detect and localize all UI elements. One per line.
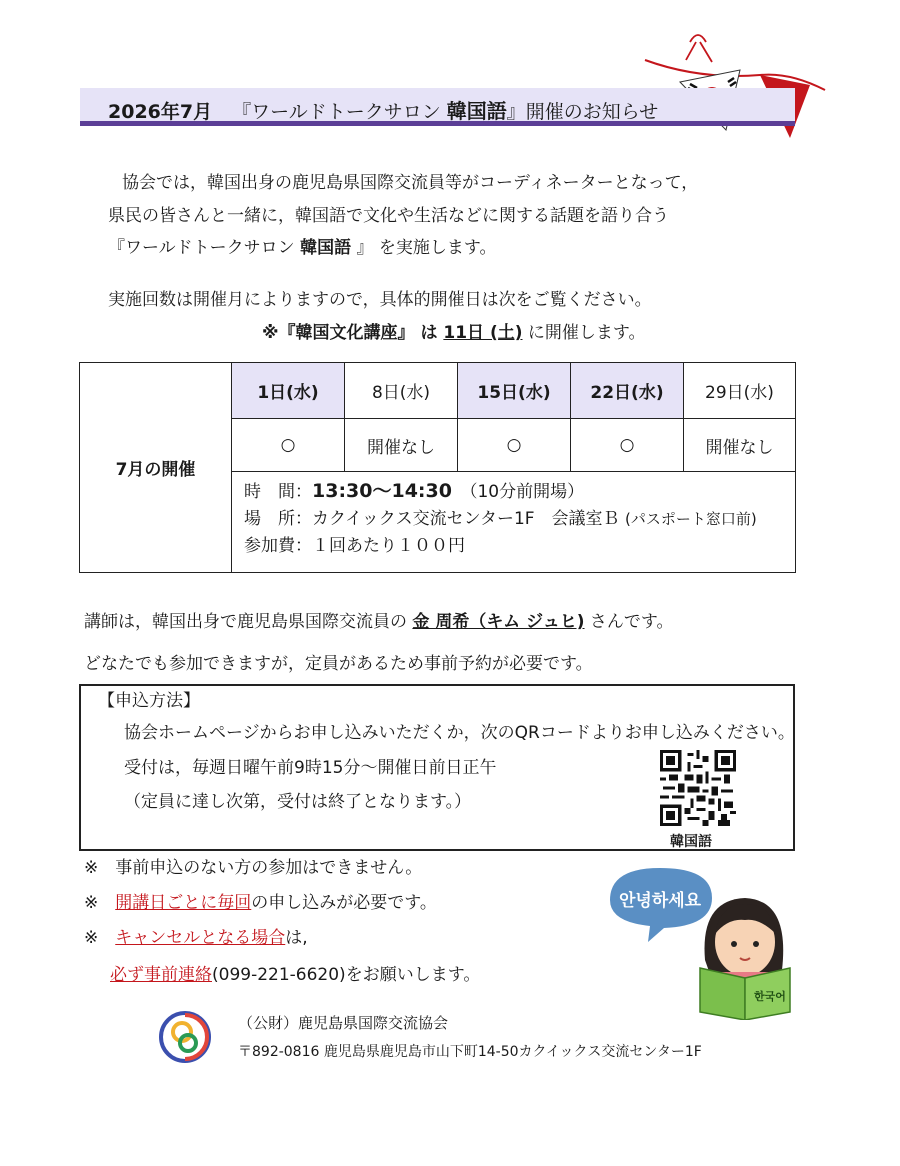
note-mark: ※ — [84, 893, 99, 913]
teacher-post: さんです。 — [584, 612, 674, 632]
qr-label: 韓国語 — [670, 834, 712, 850]
note-3 — [84, 925, 308, 951]
apply-line-3: （定員に達し次第，受付は終了となります。） — [124, 792, 472, 812]
note-4 — [110, 962, 480, 988]
time-label: 時 間： — [244, 482, 312, 502]
intro-line-3-post: 』 を実施します。 — [351, 238, 497, 258]
intro-line-1: 協会では，韓国出身の鹿児島県国際交流員等がコーディネーターとなって， — [122, 173, 699, 193]
footer-org: （公財）鹿児島県国際交流協会 — [238, 1014, 449, 1032]
place-label: 場 所： — [244, 509, 312, 529]
note-mark: ※ — [84, 928, 99, 948]
date-cell: 29日(水) — [684, 363, 796, 419]
date-cell: 1日(水) — [232, 363, 345, 419]
schedule-note-line: 実施回数は開催月によりますので，具体的開催日は次をご覧ください。 — [108, 290, 652, 310]
teacher-name: 金 周希（キム ジュヒ) — [412, 612, 585, 632]
note-3-post: は, — [285, 928, 308, 948]
note-4-red: 必ず事前連絡 — [110, 965, 212, 985]
place-row — [244, 506, 783, 533]
note-2-post: の申し込みが必要です。 — [251, 893, 437, 913]
reservation-note: どなたでも参加できますが，定員があるため事前予約が必要です。 — [84, 654, 593, 674]
header-year-month: 2026年7月 — [108, 101, 213, 123]
footer-address: 〒892-0816 鹿児島県鹿児島市山下町14-50カクイックス交流センター1F — [238, 1044, 702, 1060]
apply-heading: 【申込方法】 — [98, 691, 200, 711]
organization-logo-icon — [158, 1010, 212, 1064]
status-cell: ○ — [232, 419, 345, 472]
header-title-bold: 韓国語 — [446, 99, 507, 123]
book-title-text: 한국어 — [754, 990, 786, 1003]
time-note: （10分前開場） — [468, 482, 585, 502]
teacher-pre: 講師は，韓国出身で鹿児島県国際交流員の — [84, 612, 413, 632]
lecture-date: 11日 (土) — [443, 323, 523, 343]
fee-value: １回あたり１００円 — [312, 536, 465, 556]
teacher-line — [84, 609, 674, 635]
intro-line-3-bold: 韓国語 — [300, 238, 352, 258]
header-title-pre: 『ワールドトークサロン — [232, 101, 447, 123]
greeting-bubble-text: 안녕하세요 — [618, 891, 702, 911]
note-1-text: 事前申込のない方の参加はできません。 — [115, 858, 423, 878]
date-cell: 22日(水) — [571, 363, 684, 419]
status-cell: 開催なし — [684, 419, 796, 472]
date-cell: 8日(水) — [345, 363, 458, 419]
header-title-post: 』開催のお知らせ — [506, 101, 659, 123]
date-cell: 15日(水) — [458, 363, 571, 419]
time-row — [244, 478, 783, 506]
status-cell: ○ — [458, 419, 571, 472]
schedule-table — [79, 362, 796, 573]
apply-line-2: 受付は，毎週日曜午前9時15分～開催日前日正午 — [124, 758, 497, 778]
lecture-note-post: に開催します。 — [522, 323, 646, 343]
note-mark: ※ — [84, 858, 99, 878]
lecture-note — [262, 320, 646, 346]
place-value: カクイックス交流センター1F 会議室Ｂ — [312, 509, 620, 529]
note-2 — [84, 890, 437, 916]
girl-reading-illustration-icon — [600, 860, 800, 1020]
note-2-red: 開講日ごとに毎回 — [115, 893, 252, 913]
month-label: 7月の開催 — [80, 363, 232, 573]
status-cell: 開催なし — [345, 419, 458, 472]
place-note: (パスポート窓口前) — [624, 510, 757, 528]
note-3-red: キャンセルとなる場合 — [115, 928, 286, 948]
qr-code-icon[interactable] — [660, 750, 736, 826]
session-info — [232, 472, 796, 573]
intro-line-3-pre: 『ワールドトークサロン — [108, 238, 301, 258]
note-1 — [84, 855, 422, 881]
note-4-post: (099-221-6620)をお願いします。 — [212, 965, 481, 985]
lecture-note-pre: ※『韓国文化講座』 は — [262, 323, 444, 343]
fee-label: 参加費： — [244, 536, 312, 556]
intro-line-2: 県民の皆さんと一緒に，韓国語で文化や生活などに関する話題を語り合う — [108, 206, 669, 226]
apply-line-1: 協会ホームページからお申し込みいただくか，次のQRコードよりお申し込みください。 — [124, 723, 795, 743]
intro-line-3 — [108, 235, 497, 261]
page-title — [108, 95, 658, 124]
fee-row — [244, 533, 783, 560]
time-value: 13:30～14:30 — [312, 480, 452, 502]
status-cell: ○ — [571, 419, 684, 472]
